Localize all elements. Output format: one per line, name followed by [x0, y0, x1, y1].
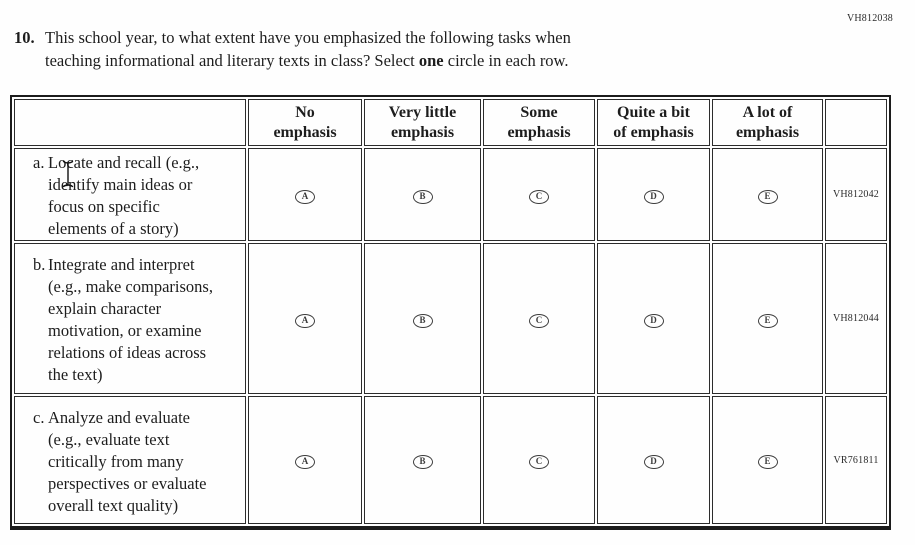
row-c-label — [14, 396, 246, 524]
row-b-item-code: VH812044 — [825, 243, 887, 394]
question-line2-bold: one — [418, 50, 444, 70]
option-cell-c-quite-a-bit[interactable] — [597, 396, 710, 524]
option-cell-c-very-little[interactable] — [364, 396, 481, 524]
answer-bubble-a-D[interactable]: D — [644, 190, 664, 204]
option-cell-b-no-emphasis[interactable] — [248, 243, 362, 394]
question-line2-post: circle in each row. — [443, 50, 569, 70]
option-cell-c-no-emphasis[interactable] — [248, 396, 362, 524]
emphasis-matrix-table — [10, 95, 891, 530]
row-a-letter: a. — [33, 153, 45, 172]
header-empty-task — [14, 99, 246, 146]
option-cell-a-very-little[interactable] — [364, 148, 481, 241]
answer-bubble-b-A[interactable]: A — [295, 314, 315, 328]
header-line: emphasis — [735, 123, 800, 141]
answer-bubble-c-D[interactable]: D — [644, 455, 664, 469]
answer-bubble-b-E[interactable]: E — [758, 314, 778, 328]
table-row-c — [14, 396, 887, 524]
header-line: emphasis — [273, 123, 337, 141]
header-no-emphasis — [248, 99, 362, 146]
option-cell-a-quite-a-bit[interactable] — [597, 148, 710, 241]
row-c-letter: c. — [33, 407, 45, 427]
header-line: A lot of — [742, 103, 793, 121]
table-row-a — [14, 148, 887, 241]
row-a-item-code: VH812042 — [825, 148, 887, 241]
row-b-text: Integrate and interpret (e.g., make comparisons, explain character motivation, or examine relations of ideas across the text) — [48, 255, 213, 384]
header-line: emphasis — [390, 123, 455, 141]
header-line: of emphasis — [613, 123, 694, 141]
answer-bubble-c-C[interactable]: C — [529, 455, 549, 469]
row-b-letter: b. — [33, 255, 46, 274]
answer-bubble-c-E[interactable]: E — [758, 455, 778, 469]
header-very-little-emphasis — [364, 99, 481, 146]
row-a-label — [14, 148, 246, 241]
option-cell-c-a-lot[interactable] — [712, 396, 823, 524]
header-empty-code — [825, 99, 887, 146]
answer-bubble-a-B[interactable]: B — [413, 190, 433, 204]
row-c-text: Analyze and evaluate (e.g., evaluate text critically from many perspectives or evaluate overall text quality) — [48, 407, 207, 515]
option-cell-a-no-emphasis[interactable] — [248, 148, 362, 241]
header-quite-a-bit-of-emphasis — [597, 99, 710, 146]
option-cell-a-a-lot[interactable] — [712, 148, 823, 241]
row-c-item-code: VR761811 — [825, 396, 887, 524]
answer-bubble-b-C[interactable]: C — [529, 314, 549, 328]
header-row — [14, 99, 887, 146]
form-code: VH812038 — [846, 13, 893, 24]
answer-bubble-c-B[interactable]: B — [413, 455, 433, 469]
row-a-text: Locate and recall (e.g., identify main ideas or focus on specific elements of a story) — [48, 153, 200, 238]
option-cell-c-some[interactable] — [483, 396, 595, 524]
answer-bubble-a-E[interactable]: E — [758, 190, 778, 204]
answer-bubble-c-A[interactable]: A — [295, 455, 315, 469]
header-some-emphasis — [483, 99, 595, 146]
option-cell-b-very-little[interactable] — [364, 243, 481, 394]
question-line2-pre: teaching informational and literary texts in class? Select — [45, 50, 419, 70]
question-text — [45, 27, 571, 72]
question-block — [14, 27, 571, 72]
header-a-lot-of-emphasis — [712, 99, 823, 146]
header-line: emphasis — [507, 123, 571, 141]
table-row-b — [14, 243, 887, 394]
header-line: No — [295, 103, 315, 121]
header-line: Some — [520, 103, 558, 121]
answer-bubble-b-D[interactable]: D — [644, 314, 664, 328]
option-cell-b-some[interactable] — [483, 243, 595, 394]
header-line: Very little — [388, 103, 457, 121]
answer-bubble-a-C[interactable]: C — [529, 190, 549, 204]
option-cell-b-quite-a-bit[interactable] — [597, 243, 710, 394]
option-cell-a-some[interactable] — [483, 148, 595, 241]
answer-bubble-b-B[interactable]: B — [413, 314, 433, 328]
question-line1: This school year, to what extent have you emphasized the following tasks when — [45, 28, 571, 47]
header-line: Quite a bit — [617, 103, 690, 121]
row-b-label — [14, 243, 246, 394]
answer-bubble-a-A[interactable]: A — [295, 190, 315, 204]
question-number: 10. — [14, 28, 35, 47]
option-cell-b-a-lot[interactable] — [712, 243, 823, 394]
